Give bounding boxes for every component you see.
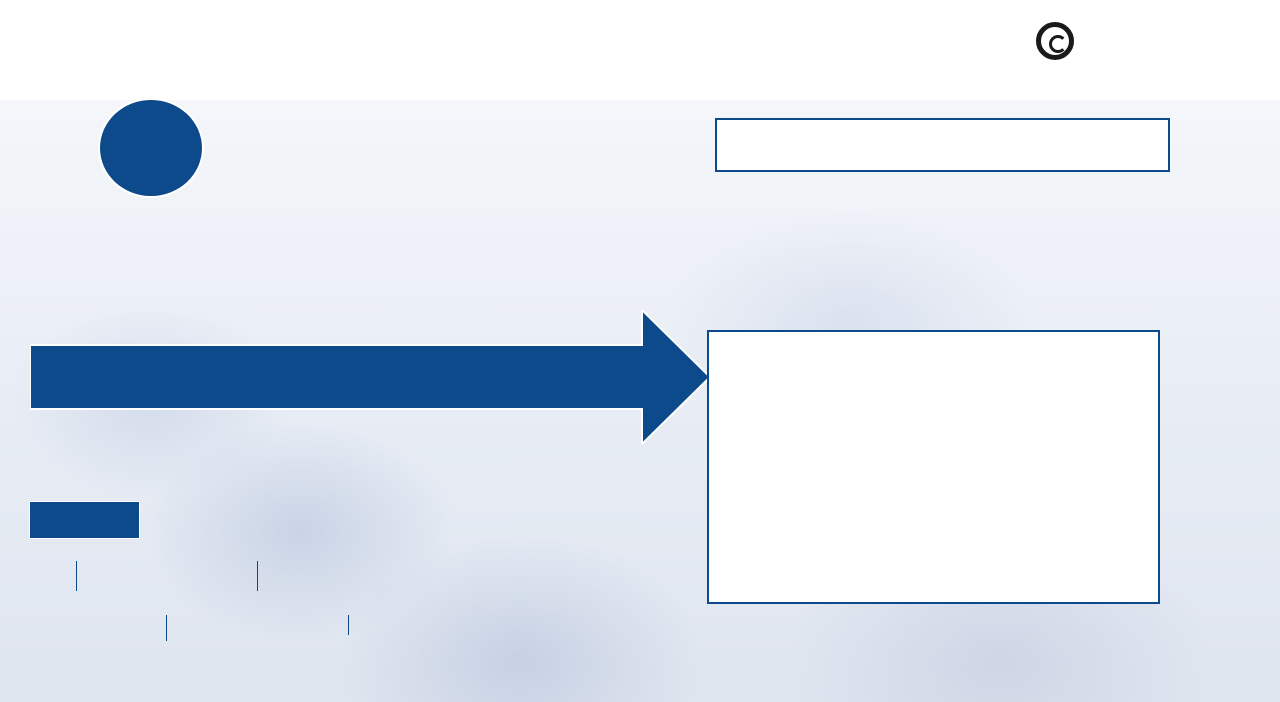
provadis-logo — [1035, 14, 1075, 70]
legend-connector — [76, 561, 77, 591]
legend-connector — [166, 615, 167, 641]
legend-connector — [257, 561, 258, 591]
arrow-shape — [30, 310, 710, 444]
example-badge — [100, 100, 202, 196]
legend-connector — [348, 615, 349, 635]
didactic-info-box — [707, 330, 1160, 604]
plan-arrow — [30, 310, 710, 444]
spiral-o-icon — [1036, 22, 1074, 60]
legend-label — [30, 502, 139, 538]
exam-prep-note — [715, 118, 1170, 172]
